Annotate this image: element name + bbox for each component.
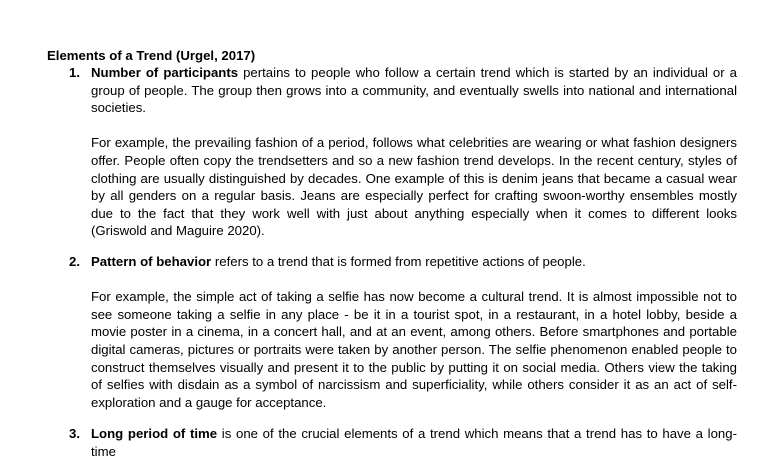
example-paragraph: For example, the prevailing fashion of a period, follows what celebrities are wearing or what fashion designers offer. People often copy the trendsetters and so a new fashion trend develops. In the recent century, styles of clothing are usually distinguished by decades. One example of this is denim jeans that became a casual wear by all genders on a regular basis. Jeans are especially perfect for crafting swoon-worthy ensembles mostly due to the fact that they work well with just about anything especially when it comes to different looks (Griswold and Maguire 2020). — [91, 135, 737, 239]
term-label: Pattern of behavior — [91, 254, 212, 269]
example-paragraph: For example, the simple act of taking a selfie has now become a cultural trend. It is almost impossible not to see someone taking a selfie in any place - be it in a tourist spot, in a restaurant, in a hotel lobby, beside a movie poster in a cinema, in a concert hall, and at an event, among others. Before smartphones and portable digital cameras, pictures or portraits were taken by another person. The selfie phenomenon enabled people to construct themselves visually and present it to the public by putting it on social media. Others view the taking of selfies with disdain as a symbol of narcissism and superficiality, while others consider it as an act of self-exploration and a gauge for acceptance. — [91, 289, 737, 410]
list-item-number: 1. — [69, 65, 80, 80]
definition-paragraph — [91, 425, 737, 460]
list-item-body — [91, 425, 737, 460]
term-label: Number of participants — [91, 65, 239, 80]
list-item-body — [91, 64, 737, 240]
definition-paragraph — [91, 64, 737, 117]
definition-paragraph — [91, 253, 737, 271]
definition-text: refers to a trend that is formed from repetitive actions of people. — [211, 254, 586, 269]
document-heading: Elements of a Trend (Urgel, 2017) — [47, 48, 256, 63]
term-label: Long period of time — [91, 426, 218, 441]
list-item-body — [91, 253, 737, 411]
list-item-number: 3. — [69, 426, 80, 441]
definition-text: pertains to people who follow a certain trend which is started by an individual or a group of people. The group then grows into a community, and eventually swells into national and international societies. — [91, 65, 737, 116]
list-item-number: 2. — [69, 254, 80, 269]
definition-text: is one of the crucial elements of a trend which means that a trend has to have a long-time — [91, 426, 737, 459]
